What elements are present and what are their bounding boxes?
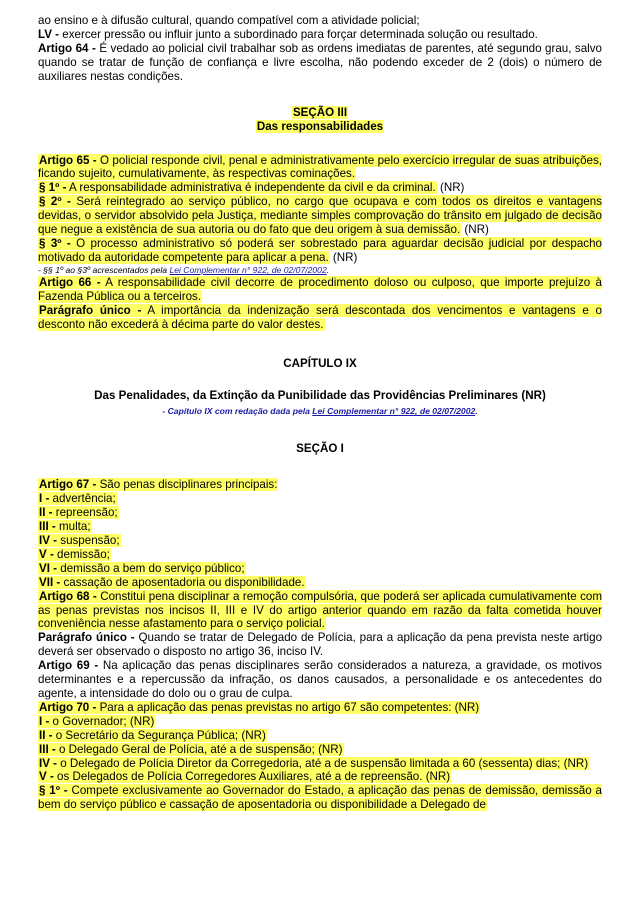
inciso: III - o Delegado Geral de Polícia, até a de suspensão; (NR) [39,742,343,756]
inciso: I - o Governador; (NR) [39,714,155,728]
article-label: Artigo 70 - [39,700,97,714]
inciso: IV - suspensão; [39,534,120,548]
inciso: VI - demissão a bem do serviço público; [39,561,245,575]
chapter-subtitle: Das Penalidades, da Extinção da Punibilidade das Providências Preliminares (NR) [94,389,546,403]
article-label: Artigo 66 - [39,275,101,289]
paragraph-1: § 1º - Compete exclusivamente ao Governador do Estado, a aplicação das penas de demissão, demissão a bem do serviço público e cassação de aposentadoria ou disponibilidade a Delegado de [38,784,602,812]
article-text: São penas disciplinares principais: [96,478,278,492]
law-link[interactable]: Lei Complementar n° 922, de 02/07/2002 [169,264,327,275]
inciso: II - o Secretário da Segurança Pública; (NR) [39,728,266,742]
inciso-label: LV - [38,27,60,41]
paragrafo-unico: Parágrafo único - Quando se tratar de Delegado de Polícia, para a aplicação da pena prevista neste artigo deverá ser observado o disposto no artigo 36, inciso IV. [38,631,603,659]
article-label: Artigo 69 - [38,659,99,673]
paragraph-intro: ao ensino e à difusão cultural, quando compatível com a atividade policial; [38,14,420,27]
inciso: IV - o Delegado de Polícia Diretor da Corregedoria, até a de suspensão limitada a 60 (sessenta) dias; (NR) [39,756,589,770]
article-65 [38,154,602,182]
article-66 [38,276,602,304]
law-link[interactable]: Lei Complementar n° 922, de 02/07/2002 [312,406,476,417]
article-text: O policial responde civil, penal e administrativamente pelo exercício irregular de suas atribuições, ficando sujeito, cumulativamente, às respectivas cominações. [38,153,602,181]
inciso: V - os Delegados de Polícia Corregedores Auxiliares, até a de repreensão. (NR) [39,770,451,784]
inciso-text: exercer pressão ou influir junto a subordinado para forçar determinada solução ou resultado. [59,27,538,41]
amendment-note: - §§ 1º ao §3º acrescentados pela Lei Complementar n° 922, de 02/07/2002. [38,264,330,275]
paragrafo-unico: Parágrafo único - A importância da indenização será descontada dos vencimentos e vantagens e o desconto não excederá à décima parte do valor destes. [38,303,603,331]
article-label: Artigo 67 - [39,478,97,492]
article-label: Artigo 64 - [38,41,96,55]
article-text: Na aplicação das penas disciplinares serão considerados a natureza, a gravidade, os motivos determinantes e a repercussão da infração, os danos causados, a personalidade e os antecedentes do agente, a intensidade do dolo ou o grau de culpa. [38,659,602,700]
article-64 [38,42,602,84]
chapter-title: CAPÍTULO IX [283,357,357,371]
inciso: VII - cassação de aposentadoria ou disponibilidade. [39,575,305,589]
inciso-lv [38,28,602,42]
document-page [38,14,602,812]
paragraph-1: § 1º - A responsabilidade administrativa é independente da civil e da criminal. (NR) [39,181,465,195]
inciso: III - multa; [39,520,91,534]
article-text: Constitui pena disciplinar a remoção compulsória, que poderá ser aplicada cumulativamente com as penas previstas nos incisos II, III e IV do artigo anterior quando em razão da falta cometida houver conveniência nesse afastamento para o serviço policial. [38,589,602,631]
article-69 [38,659,602,701]
paragraph-2: § 2º - Será reintegrado ao serviço público, no cargo que ocupava e com todos os direitos e vantagens devidas, o servidor absolvido pela Justiça, mediante simples comprovação do trânsito em julgado de decisão que negue a existência de sua autoria ou do fato que deu origem à sua demissão. (NR) [38,195,602,237]
section-subtitle: Das responsabilidades [256,119,384,133]
inciso: V - demissão; [39,547,110,561]
article-text: Para a aplicação das penas previstas no artigo 67 são competentes: (NR) [96,700,480,714]
inciso: II - repreensão; [39,506,118,520]
article-label: Artigo 65 - [39,153,97,167]
article-text: É vedado ao policial civil trabalhar sob as ordens imediatas de parentes, até segundo grau, salvo quando se tratar de função de confiança e livre escolha, não podendo exceder de 2 (dois) o número de auxiliares nestas condições. [38,41,602,83]
article-68 [38,590,602,632]
article-67 [38,478,602,492]
paragraph-3: § 3º - O processo administrativo só poderá ser sobrestado para aguardar decisão judicial por despacho motivado da autoridade competente para aplicar a pena. (NR) [38,236,602,264]
section-title: SEÇÃO III [292,105,348,119]
chapter-note: - Capítulo IX com redação dada pela Lei Complementar n° 922, de 02/07/2002. [162,406,478,417]
inciso: I - advertência; [39,492,116,506]
section-title: SEÇÃO I [296,442,344,456]
article-70 [38,701,602,715]
article-text: A responsabilidade civil decorre de procedimento doloso ou culposo, que importe prejuízo à Fazenda Pública ou a terceiros. [38,275,602,303]
article-label: Artigo 68 - [39,589,97,603]
